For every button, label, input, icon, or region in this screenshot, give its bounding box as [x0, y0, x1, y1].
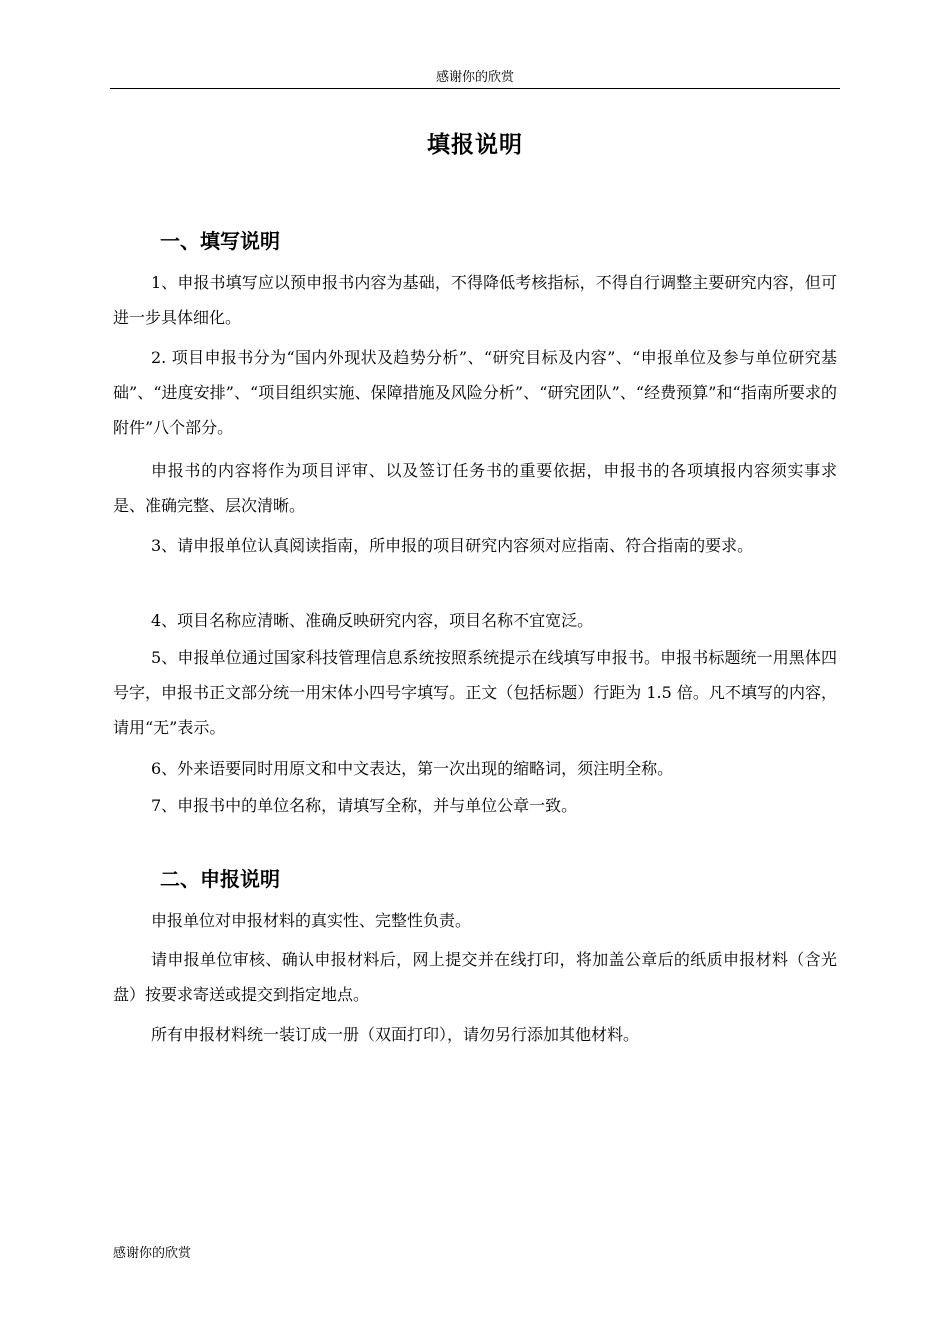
- paragraph-1: 1、申报书填写应以预申报书内容为基础，不得降低考核指标，不得自行调整主要研究内容，但可进一步具体细化。: [113, 273, 837, 327]
- paragraph-7: 6、外来语要同时用原文和中文表达，第一次出现的缩略词，须注明全称。: [151, 759, 674, 778]
- paragraph-6: 5、申报单位通过国家科技管理信息系统按照系统提示在线填写申报书。申报书标题统一用黑体四号字，申报书正文部分统一用宋体小四号字填写。正文（包括标题）行距为 1.5 倍。凡不填写的内容，请用“无”表示。: [113, 648, 837, 737]
- paragraph-5: 4、项目名称应清晰、准确反映研究内容，项目名称不宜宽泛。: [151, 611, 594, 630]
- paragraph-11: 所有申报材料统一装订成一册（双面打印），请勿另行添加其他材料。: [151, 1025, 640, 1044]
- paragraph-10: 请申报单位审核、确认申报材料后，网上提交并在线打印，将加盖公章后的纸质申报材料（含光盘）按要求寄送或提交到指定地点。: [113, 950, 837, 1004]
- page-header: 感谢你的欣赏: [435, 70, 514, 85]
- paragraph-9: 申报单位对申报材料的真实性、完整性负责。: [151, 911, 472, 930]
- section-heading-filling: 一、填写说明: [160, 229, 280, 253]
- paragraph-8: 7、申报书中的单位名称，请填写全称，并与单位公章一致。: [151, 796, 578, 815]
- document-title: 填报说明: [427, 132, 523, 158]
- paragraph-3: 申报书的内容将作为项目评审、以及签订任务书的重要依据，申报书的各项填报内容须实事求是、准确完整、层次清晰。: [113, 461, 837, 515]
- paragraph-2: 2. 项目申报书分为“国内外现状及趋势分析”、“研究目标及内容”、“申报单位及参与单位研究基础”、“进度安排”、“项目组织实施、保障措施及风险分析”、“研究团队”、“经费预算”和“指南所要求的附件”八个部分。: [113, 348, 837, 437]
- page-footer: 感谢你的欣赏: [113, 1246, 192, 1261]
- header-divider: [110, 88, 840, 89]
- section-heading-submission: 二、申报说明: [160, 867, 280, 891]
- paragraph-4: 3、请申报单位认真阅读指南，所申报的项目研究内容须对应指南、符合指南的要求。: [151, 536, 754, 555]
